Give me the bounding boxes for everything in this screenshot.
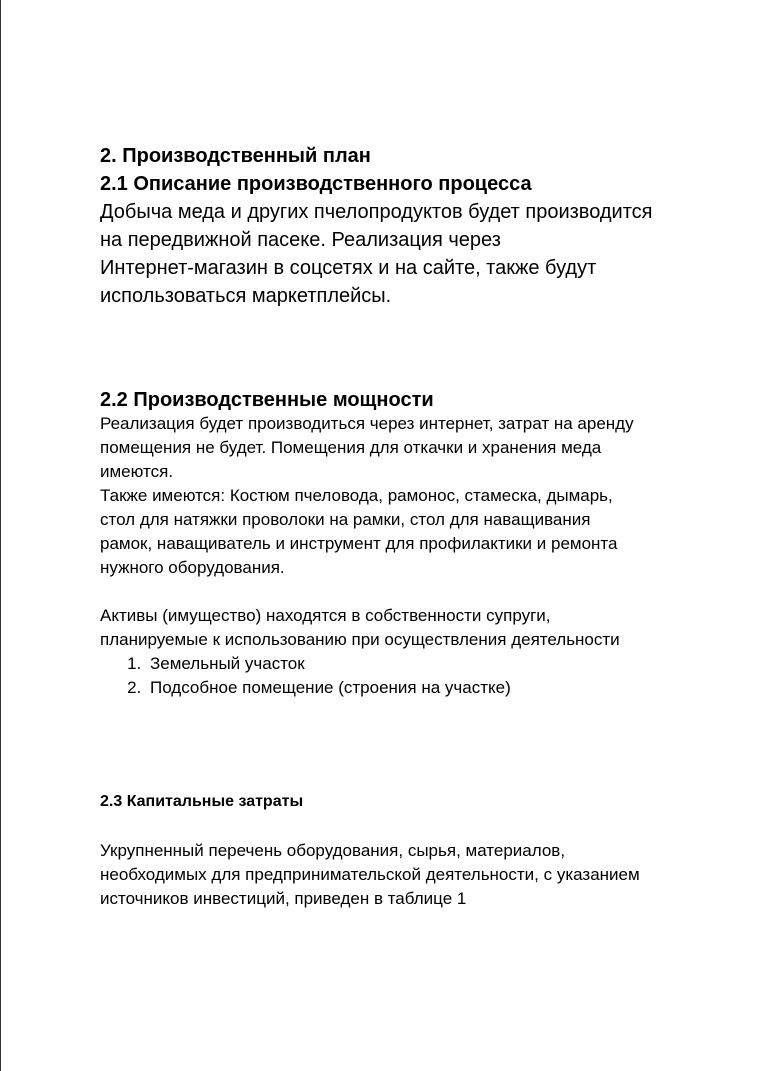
subsection-2-2-title: 2.2 Производственные мощности (100, 389, 434, 411)
page-edge (0, 0, 1, 1071)
text-line: необходимых для предпринимательской деятельности, с указанием (100, 865, 640, 884)
subsection-2-1-text (100, 198, 700, 310)
text-line: источников инвестиций, приведен в таблице 1 (100, 889, 467, 908)
subsection-2-3-title: 2.3 Капитальные затраты (100, 793, 304, 810)
subsection-2-1-title: 2.1 Описание производственного процесса (100, 173, 532, 195)
text-line: помещения не будет. Помещения для откачки и хранения меда (100, 438, 602, 457)
text-line: рамок, наващиватель и инструмент для профилактики и ремонта (100, 534, 618, 553)
text-line: на передвижной пасеке. Реализация через (100, 229, 501, 251)
subsection-2-3 (100, 790, 700, 911)
assets-list (100, 652, 700, 700)
text-line: Также имеются: Костюм пчеловода, рамонос, стамеска, дымарь, (100, 486, 613, 505)
text-line: Интернет-магазин в соцсетях и на сайте, также будут (100, 257, 597, 279)
text-line: Реализация будет производиться через интернет, затрат на аренду (100, 414, 634, 433)
text-line: Добыча меда и других пчелопродуктов будет производится (100, 201, 653, 223)
text-line: нужного оборудования. (100, 558, 285, 577)
subsection-2-2-text (100, 412, 700, 652)
text-line: Укрупненный перечень оборудования, сырья, материалов, (100, 841, 566, 860)
text-line: имеются. (100, 462, 174, 481)
list-item: 1. Земельный участок (146, 652, 700, 676)
subsection-2-2 (100, 386, 700, 700)
subsection-2-3-text (100, 839, 700, 911)
list-item: 2. Подсобное помещение (строения на участке) (146, 676, 700, 700)
text-line: использоваться маркетплейсы. (100, 285, 392, 307)
section-2-header (100, 142, 700, 310)
text-line: Активы (имущество) находятся в собственности супруги, (100, 606, 551, 625)
section-title: 2. Производственный план (100, 145, 371, 167)
text-line: стол для натяжки проволоки на рамки, стол для наващивания (100, 510, 591, 529)
text-line: планируемые к использованию при осуществления деятельности (100, 630, 620, 649)
